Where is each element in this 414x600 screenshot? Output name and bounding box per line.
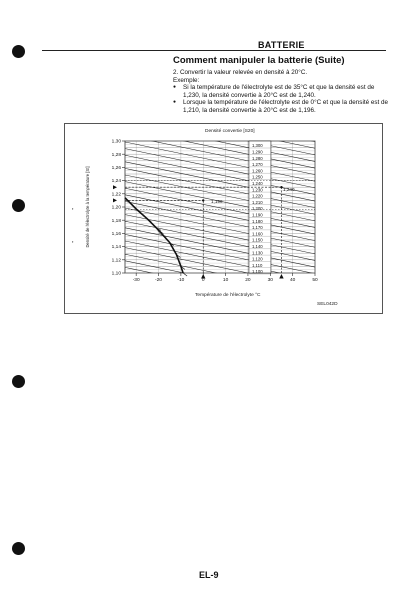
converted-scale-label: 1,230 — [251, 187, 263, 193]
density-isoline — [125, 162, 315, 201]
density-arrow — [113, 185, 117, 189]
density-isoline — [125, 307, 315, 313]
freezing-hatch — [183, 273, 187, 276]
density-isoline — [125, 228, 315, 267]
y-tick-label: 1,30 — [111, 139, 121, 145]
density-isoline — [125, 234, 315, 273]
example-label: Exemple: — [173, 76, 200, 84]
margin-tick-mark: ' — [72, 207, 74, 216]
density-arrow — [113, 198, 117, 202]
freeze-region-label: Gel — [156, 227, 165, 237]
density-isoline — [125, 300, 315, 313]
density-isoline — [125, 124, 315, 148]
converted-scale-label: 1,280 — [251, 155, 263, 161]
density-isoline — [125, 218, 315, 260]
density-isoline — [125, 208, 315, 247]
x-axis-label: Température de l'électrolyte °C — [195, 293, 261, 298]
converted-scale-label: 1,290 — [251, 149, 263, 155]
punch-hole-2 — [12, 199, 25, 212]
density-isoline — [125, 188, 315, 227]
instructions — [173, 69, 388, 115]
y-axis-label: Densité de l'électrolyte à la température [St] — [85, 166, 90, 248]
y-tick-label: 1,14 — [111, 245, 121, 251]
converted-scale-label: 1,300 — [251, 143, 263, 149]
punch-hole-4 — [12, 542, 25, 555]
y-tick-label: 1,26 — [111, 166, 121, 171]
example-annotation-1240: 1,240 — [283, 187, 295, 192]
converted-scale-label: 1,100 — [251, 269, 263, 275]
density-isoline — [125, 212, 315, 254]
example-bullet: ● Si la température de l'électrolyte est de 35°C et que la densité est de 1,230, la densité convertie à 20°C est de 1,240. — [173, 84, 388, 99]
x-tick-label: 20 — [245, 278, 251, 283]
density-isoline — [125, 129, 315, 168]
example-annotation-1196: 1,196 — [211, 199, 223, 204]
y-tick-label: 1,12 — [111, 258, 121, 264]
example-bullet: ● Lorsque la température de l'électrolyte est de 0°C et que la densité est de 1,210, la densité convertie à 20°C est de 1,196. — [173, 99, 388, 114]
punch-hole-3 — [12, 375, 25, 388]
converted-scale-label: 1,180 — [251, 218, 263, 224]
y-tick-label: 1,24 — [111, 179, 121, 185]
density-isoline — [125, 201, 315, 240]
temperature-arrow — [201, 274, 205, 279]
y-tick-label: 1,20 — [111, 205, 121, 211]
converted-scale-label: 1,270 — [251, 162, 263, 168]
converted-scale-label: 1,160 — [251, 231, 263, 237]
margin-tick-mark: ' — [72, 240, 74, 249]
y-tick-label: 1,22 — [111, 192, 121, 198]
converted-scale-label: 1,190 — [251, 212, 263, 218]
y-tick-label: 1,28 — [111, 152, 121, 158]
converted-scale-label: 1,200 — [251, 206, 263, 212]
density-isoline — [125, 287, 315, 313]
header-rule — [42, 50, 386, 51]
density-isoline — [125, 248, 315, 287]
x-tick-label: 10 — [222, 278, 229, 283]
page-number: EL-9 — [199, 570, 219, 580]
x-tick-label: 40 — [289, 278, 296, 283]
converted-scale-label: 1,240 — [251, 181, 263, 186]
converted-density-label: Densité convertie [S20] — [205, 129, 255, 134]
step-text: 2. Convertir la valeur relevée en densité à 20°C. — [173, 69, 308, 76]
density-isoline — [125, 175, 315, 214]
x-tick-label: -30 — [132, 278, 140, 283]
converted-scale-label: 1,220 — [251, 193, 263, 199]
figure-code: SEL042D — [317, 302, 338, 307]
x-tick-label: 50 — [312, 278, 318, 283]
converted-scale-label: 1,110 — [251, 262, 263, 268]
density-isoline — [125, 254, 315, 293]
x-tick-label: 0 — [201, 278, 205, 283]
converted-scale-label: 1,130 — [251, 250, 263, 256]
example-point — [202, 199, 204, 201]
converted-scale-label: 1,210 — [251, 199, 263, 205]
x-tick-label: 30 — [267, 278, 273, 283]
y-tick-label: 1,10 — [111, 271, 121, 277]
density-isoline — [125, 241, 315, 280]
density-isoline — [125, 149, 315, 188]
x-tick-label: -10 — [177, 278, 185, 283]
temperature-arrow — [279, 274, 283, 279]
density-isoline — [125, 124, 315, 128]
converted-scale-label: 1,140 — [251, 244, 263, 249]
page-heading: Comment manipuler la batterie (Suite) — [173, 55, 345, 66]
converted-scale-label: 1,150 — [251, 237, 263, 243]
converted-scale-label: 1,250 — [251, 174, 263, 180]
y-tick-label: 1,18 — [111, 218, 121, 224]
conversion-chart-figure — [64, 123, 383, 314]
converted-scale-label: 1,260 — [251, 168, 263, 174]
punch-hole-1 — [12, 45, 25, 58]
converted-scale-label: 1,170 — [251, 225, 263, 231]
conversion-chart — [65, 124, 382, 313]
density-isoline — [125, 142, 315, 181]
converted-scale-label: 1,120 — [251, 256, 263, 262]
x-tick-label: -20 — [155, 278, 162, 283]
y-tick-label: 1,16 — [111, 232, 121, 237]
freezing-boundary — [125, 198, 183, 273]
section-title: BATTERIE — [258, 40, 305, 50]
